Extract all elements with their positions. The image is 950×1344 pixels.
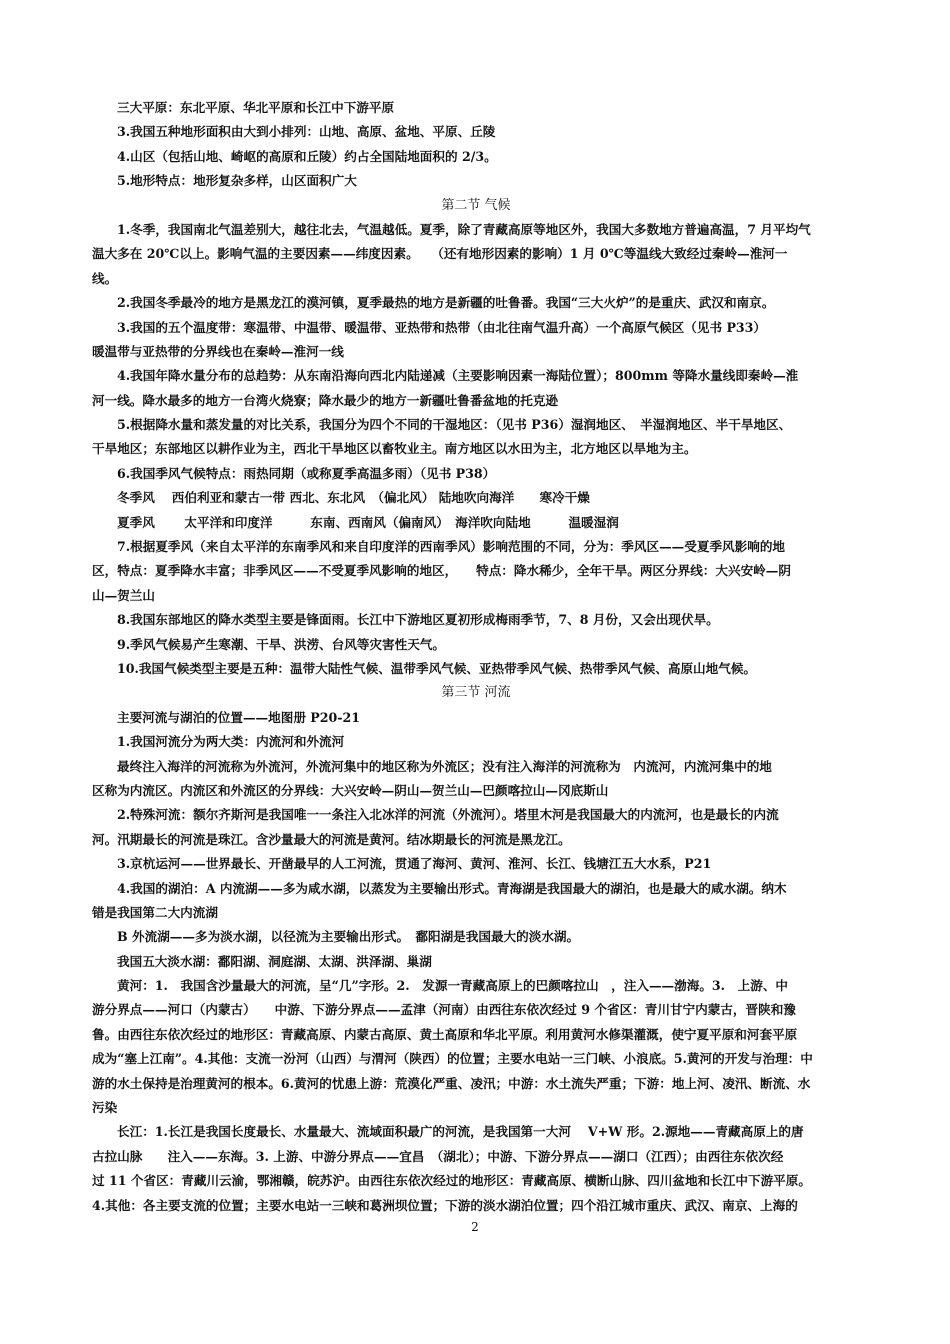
text-line: 2.特殊河流：额尔齐斯河是我国唯一一条注入北冰洋的河流（外流河）。塔里木河是我国最大的内流河，也是最长的内流 [117, 807, 779, 823]
text-line: 山—贺兰山 [92, 587, 155, 603]
text-line: 4.山区（包括山地、崎岖的高原和丘陵）约占全国陆地面积的 2/3。 [117, 148, 497, 164]
text-line: 2.我国冬季最冷的地方是黑龙江的漠河镇，夏季最热的地方是新疆的吐鲁番。我国“三大火炉”的是重庆、武汉和南京。 [117, 295, 775, 311]
text-line: 游分界点——河口（内蒙古） 中游、下游分界点——孟津（河南）由西往东依次经过 9 个省区：青川甘宁内蒙古，晋陕和豫 [92, 1002, 796, 1018]
text-line: 3.我国五种地形面积由大到小排列：山地、高原、盆地、平原、丘陵 [117, 124, 496, 140]
text-line: 过 11 个省区：青藏川云渝，鄂湘赣，皖苏沪。由西往东依次经过的地形区：青藏高原、横断山脉、四川盆地和长江中下游平原。 [92, 1173, 811, 1189]
text-line: 7.根据夏季风（来自太平洋的东南季风和来自印度洋的西南季风）影响范围的不同，分为：季风区——受夏季风影响的地 [117, 539, 786, 555]
text-line: 黄河：1. 我国含沙量最大的河流，呈“几”字形。2. 发源一青藏高原上的巴颜喀拉山 ，注入——渤海。3. 上游、中 [117, 978, 789, 994]
text-line: 暖温带与亚热带的分界线也在秦岭—淮河一线 [92, 343, 344, 359]
text-line: 冬季风 西伯利亚和蒙古一带 西北、东北风 （偏北风） 陆地吹向海洋 寒冷干燥 [117, 490, 590, 506]
text-line: 污染 [92, 1100, 118, 1116]
section-heading: 第三节 河流 [441, 685, 511, 701]
text-line: 鲁。由西往东依次经过的地形区：青藏高原、内蒙古高原、黄土高原和华北平原。利用黄河水修渠灌溉，使宁夏平原和河套平原 [92, 1026, 798, 1042]
text-line: 成为“塞上江南”。4.其他：支流一汾河（山西）与渭河（陕西）的位置；主要水电站一三门峡、小浪底。5.黄河的开发与治理：中 [92, 1051, 813, 1067]
text-line: 温大多在 20℃以上。影响气温的主要因素——纬度因素。 （还有地形因素的影响）1 月 0℃等温线大致经过秦岭—淮河一 [92, 246, 788, 262]
text-line: 游的水土保持是治理黄河的根本。6.黄河的忧患上游：荒漠化严重、凌汛；中游：水土流失严重；下游：地上河、凌汛、断流、水 [92, 1075, 811, 1091]
text-line: 6.我国季风气候特点：雨热同期（或称夏季高温多雨）（见书 P38） [117, 465, 496, 481]
text-line: 10.我国气候类型主要是五种：温带大陆性气候、温带季风气候、亚热带季风气候、热带季风气候、高原山地气候。 [117, 660, 757, 676]
text-line: 4.其他：各主要支流的位置；主要水电站一三峡和葛洲坝位置；下游的淡水湖泊位置；四个沿江城市重庆、武汉、南京、上海的 [92, 1197, 798, 1213]
section-heading: 第二节 气候 [441, 197, 511, 213]
document-body [92, 96, 860, 1218]
text-line: 错是我国第二大内流湖 [92, 904, 218, 920]
text-line: 主要河流与湖泊的位置——地图册 P20-21 [117, 709, 361, 725]
text-line: 4.我国的湖泊：A 内流湖——多为咸水湖，以蒸发为主要输出形式。青海湖是我国最大的湖泊，也是最大的咸水湖。纳木 [117, 880, 787, 896]
text-line: 区，特点：夏季降水丰富；非季风区——不受夏季风影响的地区， 特点：降水稀少，全年干旱。两区分界线：大兴安岭—阴 [92, 563, 791, 579]
text-line: 9.季风气候易产生寒潮、干旱、洪涝、台风等灾害性天气。 [117, 636, 445, 652]
text-line: 5.地形特点：地形复杂多样，山区面积广大 [117, 173, 357, 189]
page-number: 2 [471, 1220, 479, 1234]
text-line: 1.我国河流分为两大类：内流河和外流河 [117, 734, 345, 750]
text-line: 长江：1.长江是我国长度最长、水量最大、流域面积最广的河流，是我国第一大河 V+W 形。2.源地——青藏高原上的唐 [117, 1124, 804, 1140]
text-line: 4.我国年降水量分布的总趋势：从东南沿海向西北内陆递减（主要影响因素一海陆位置）；800mm 等降水量线即秦岭—淮 [117, 368, 799, 384]
text-line: 古拉山脉 注入——东海。3. 上游、中游分界点——宜昌 （湖北）；中游、下游分界点——湖口（江西）；由西往东依次经 [92, 1148, 784, 1164]
text-line: 河。汛期最长的河流是珠江。含沙量最大的河流是黄河。结冰期最长的河流是黑龙江。 [92, 831, 571, 847]
text-line: 3.我国的五个温度带：寒温带、中温带、暖温带、亚热带和热带（由北往南气温升高）一个高原气候区（见书 P33） [117, 319, 767, 335]
text-line: 区称为内流区。内流区和外流区的分界线：大兴安岭—阴山—贺兰山—巴颜喀拉山—冈底斯山 [92, 782, 609, 798]
text-line: 三大平原：东北平原、华北平原和长江中下游平原 [117, 100, 395, 115]
text-line: B 外流湖——多为淡水湖，以径流为主要输出形式。 鄱阳湖是我国最大的淡水湖。 [117, 929, 580, 945]
text-line: 夏季风 太平洋和印度洋 东南、西南风（偏南风） 海洋吹向陆地 温暖湿润 [117, 514, 619, 530]
text-line: 3.京杭运河——世界最长、开凿最早的人工河流，贯通了海河、黄河、淮河、长江、钱塘江五大水系，P21 [117, 856, 712, 872]
text-line: 最终注入海洋的河流称为外流河，外流河集中的地区称为外流区；没有注入海洋的河流称为 内流河，内流河集中的地 [117, 758, 772, 774]
text-line: 1.冬季，我国南北气温差别大，越往北去，气温越低。夏季，除了青藏高原等地区外，我国大多数地方普遍高温，7 月平均气 [117, 221, 811, 237]
text-line: 我国五大淡水湖：鄱阳湖、洞庭湖、太湖、洪泽湖、巢湖 [117, 953, 432, 969]
text-line: 5.根据降水量和蒸发量的对比关系，我国分为四个不同的干湿地区：（见书 P36）湿润地区、 半湿润地区、半干旱地区、 [117, 417, 792, 433]
text-line: 8.我国东部地区的降水类型主要是锋面雨。长江中下游地区夏初形成梅雨季节，7、8 月份，又会出现伏旱。 [117, 612, 719, 628]
text-line: 河一线。降水最多的地方一台湾火烧寮；降水最少的地方一新疆吐鲁番盆地的托克逊 [92, 392, 558, 408]
text-line: 干旱地区；东部地区以耕作业为主，西北干旱地区以畜牧业主。南方地区以水田为主，北方地区以旱地为主。 [92, 441, 697, 457]
text-line: 线。 [92, 270, 118, 286]
